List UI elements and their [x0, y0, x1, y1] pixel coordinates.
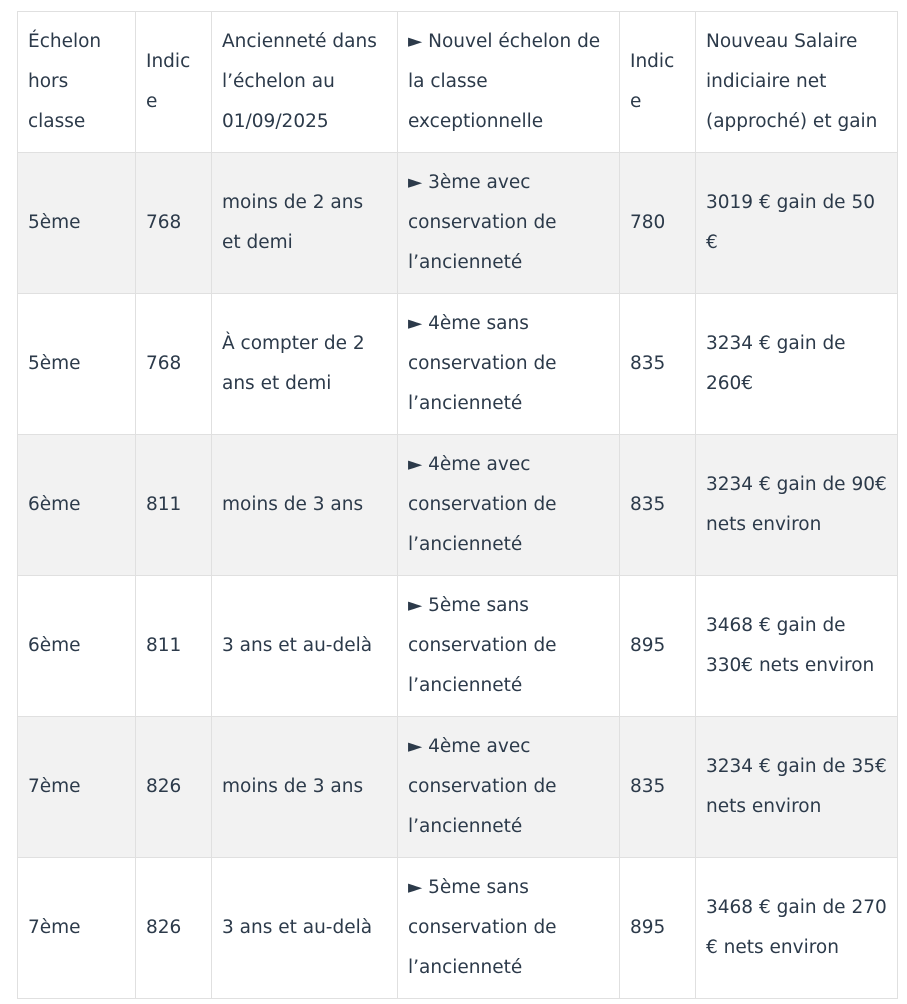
- table-row: [18, 294, 898, 435]
- cell-salaire-gain: 3234 € gain de 260€: [696, 294, 898, 435]
- cell-anciennete: moins de 3 ans: [212, 435, 398, 576]
- table-body: [18, 153, 898, 999]
- table-row: [18, 717, 898, 858]
- cell-anciennete: moins de 2 ans et demi: [212, 153, 398, 294]
- cell-salaire-gain: 3019 € gain de 50 €: [696, 153, 898, 294]
- table-row: [18, 435, 898, 576]
- cell-indice: 768: [136, 153, 212, 294]
- cell-indice: 811: [136, 435, 212, 576]
- cell-anciennete: 3 ans et au-delà: [212, 576, 398, 717]
- cell-nouvel-indice: 895: [620, 576, 696, 717]
- cell-echelon: 7ème: [18, 858, 136, 999]
- cell-nouvel-echelon: ► 3ème avec conservation de l’ancienneté: [398, 153, 620, 294]
- cell-anciennete: moins de 3 ans: [212, 717, 398, 858]
- cell-indice: 811: [136, 576, 212, 717]
- header-anciennete: Ancienneté dans l’échelon au 01/09/2025: [212, 12, 398, 153]
- cell-nouvel-echelon: ► 4ème avec conservation de l’ancienneté: [398, 435, 620, 576]
- cell-nouvel-echelon: ► 5ème sans conservation de l’ancienneté: [398, 576, 620, 717]
- table-row: [18, 576, 898, 717]
- cell-anciennete: 3 ans et au-delà: [212, 858, 398, 999]
- cell-echelon: 5ème: [18, 153, 136, 294]
- cell-echelon: 7ème: [18, 717, 136, 858]
- header-nouveau-salaire: Nouveau Salaire indiciaire net (approché) et gain: [696, 12, 898, 153]
- cell-echelon: 5ème: [18, 294, 136, 435]
- header-nouvel-echelon: ► Nouvel échelon de la classe exceptionnelle: [398, 12, 620, 153]
- cell-echelon: 6ème: [18, 576, 136, 717]
- salary-table-container: [17, 11, 898, 999]
- cell-nouvel-echelon: ► 4ème avec conservation de l’ancienneté: [398, 717, 620, 858]
- table-header: [18, 12, 898, 153]
- cell-nouvel-indice: 780: [620, 153, 696, 294]
- cell-anciennete: À compter de 2 ans et demi: [212, 294, 398, 435]
- cell-salaire-gain: 3234 € gain de 90€ nets environ: [696, 435, 898, 576]
- header-echelon-hors-classe: Échelon hors classe: [18, 12, 136, 153]
- table-row: [18, 858, 898, 999]
- cell-nouvel-indice: 835: [620, 435, 696, 576]
- cell-salaire-gain: 3468 € gain de 330€ nets environ: [696, 576, 898, 717]
- cell-indice: 826: [136, 717, 212, 858]
- cell-salaire-gain: 3234 € gain de 35€ nets environ: [696, 717, 898, 858]
- table-row: [18, 153, 898, 294]
- salary-table: [17, 11, 898, 999]
- header-indice: Indice: [136, 12, 212, 153]
- cell-nouvel-indice: 835: [620, 717, 696, 858]
- header-row: [18, 12, 898, 153]
- cell-salaire-gain: 3468 € gain de 270 € nets environ: [696, 858, 898, 999]
- cell-indice: 768: [136, 294, 212, 435]
- cell-nouvel-indice: 895: [620, 858, 696, 999]
- header-nouvel-indice: Indice: [620, 12, 696, 153]
- cell-nouvel-echelon: ► 4ème sans conservation de l’ancienneté: [398, 294, 620, 435]
- cell-nouvel-indice: 835: [620, 294, 696, 435]
- cell-echelon: 6ème: [18, 435, 136, 576]
- cell-nouvel-echelon: ► 5ème sans conservation de l’ancienneté: [398, 858, 620, 999]
- cell-indice: 826: [136, 858, 212, 999]
